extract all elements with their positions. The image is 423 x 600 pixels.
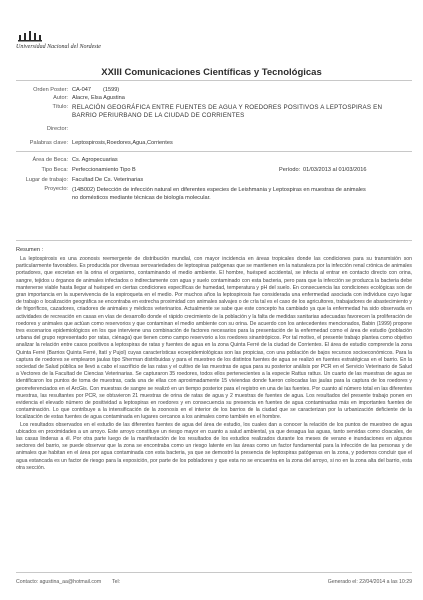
periodo-value: 01/03/2013 al 01/03/2016 bbox=[303, 167, 367, 173]
orden-label: Orden Poster: bbox=[33, 87, 68, 93]
orden-value: CA-047 bbox=[72, 87, 91, 93]
titulo-label: Título: bbox=[52, 104, 68, 110]
contact-email: Contacto: agustina_aa@hotmail.com bbox=[16, 579, 102, 585]
proyecto-value: (14B002) Detección de infección natural en diferentes especies de Leishmania y Leptospiras en muestras de animales no domésticos mediante técnicas de biología molecular. bbox=[72, 187, 366, 201]
resumen-label: Resumen : bbox=[16, 247, 44, 253]
divider bbox=[16, 151, 412, 152]
autor-label: Autor: bbox=[53, 95, 68, 101]
resumen-paragraph: Los resultados observados en el estudio de las diferentes fuentes de agua del área de estudio, los cuales dan a conocer la relación de los puntos de muestreo de agua ubicados en proximidades a un arroyo. Este arroyo constituye un riesgo mayor en cuanto a salud ambiental, ya que desagua las aguas, tanto servidas como cloacales, de las casas linderas a él. Por otra parte luego de la manifestación de los resultados de los estudios realizados durante los meses de verano e inundaciones en algunos sectores del barrio, se puede observar que la zona se encontraba como un riesgo latente en las áreas como un factor fundamental para la infección de las personas y de animales que habitan en el área por agua contaminada con esta bacteria, ya que se demostró la presencia de leptospiras patógenas en la zona, y podemos concluir que el agua estancada es un factor de riesgo para la exposición, por parte de los pobladores y que esta no se encuentra en la zona del arroyo, si no en la zona alta del barrio, esta otra sección. bbox=[16, 421, 412, 471]
area-value: Cs. Agropecuarias bbox=[72, 157, 118, 163]
area-label: Área de Beca: bbox=[32, 157, 68, 163]
palabras-label: Palabras clave: bbox=[29, 140, 68, 146]
orden-id: (1599) bbox=[103, 87, 120, 93]
proyecto-row bbox=[0, 186, 423, 206]
director-label: Director: bbox=[46, 126, 68, 132]
lugar-label: Lugar de trabajo: bbox=[25, 177, 68, 183]
palabras-value: Leptospirosis,Roedores,Agua,Corrientes bbox=[72, 140, 173, 146]
divider bbox=[16, 80, 412, 81]
titulo-value: RELACIÓN GEOGRÁFICA ENTRE FUENTES DE AGUA Y ROEDORES POSITIVOS A LEPTOSPIRAS EN BARRIO PERIURBANO DE LA CIUDAD DE CORRIENTES bbox=[72, 104, 383, 119]
lugar-value: Facultad De Cs. Veterinarias bbox=[72, 177, 144, 183]
generated-date: Generado el: 22/04/2014 a las 10:29 bbox=[327, 579, 412, 585]
university-name: Universidad Nacional del Nordeste bbox=[16, 44, 101, 50]
tipo-value: Perfeccionamiento Tipo B bbox=[72, 167, 136, 173]
periodo-label: Período: bbox=[279, 167, 301, 173]
event-title: XXIII Comunicaciones Científicas y Tecnológicas bbox=[101, 67, 322, 78]
proyecto-label: Proyecto: bbox=[44, 186, 68, 192]
resumen-body bbox=[16, 256, 412, 556]
titulo-row bbox=[0, 104, 423, 128]
university-logo bbox=[16, 30, 101, 58]
tipo-label: Tipo Beca: bbox=[41, 167, 68, 173]
resumen-paragraph: La leptospirosis es una zoonosis reemergente de distribución mundial, con mayor incidencia en áreas tropicales donde las condiciones para su transmisión son particularmente favorables. Es producida por diversas serovariedades de leptospiras patógenas que se mantienen en la naturaleza por la infección renal crónica de animales portadores, que excretan en la orina el organismo, contaminando el medio ambiente. El hombre, huésped accidental, se infecta al entrar en contacto directo con orina, sangre, tejidos u órganos de animales infectados o indirectamente con agua y suelo contaminado con esta bacteria, pero para que la infección se produzca la bacteria debe mantenerse viable hasta llegar al huésped en ciertas condiciones específicas de humedad, temperatura y pH del suelo. En consecuencia las condiciones ecológicas son de gran importancia en la supervivencia de la espiroqueta en el medio. Por muchos años la leptospirosis fue considerada una enfermedad asociada con individuos cuyo lugar de trabajo o localización geográfica se encontraba en estrecha proximidad con animales salvajes o de cría tal es el caso de los agricultores, trabajadores de abastecimiento y de frigoríficos, cazadores, criadores de animales y médicos veterinarios. Actualmente se sabe que este concepto ha cambiado ya que la enfermedad ha sido observada en actividades de recreación en casas en vías de desarrollo donde el rápido crecimiento de la población y la falta de medidas sanitarias adecuadas favorecen la proliferación de roedores y animales que actúan como reservorios y que contaminan el medio ambiente con su orina. De acuerdo con los antecedentes mencionados, Babin (1999) propone tres escenarios epidemiológicos en los que interviene una combinación de factores necesarios para la presentación de la enfermedad como el área de estudio (población urbana del grupo representado por ratas, ciénaga) que tienen como campo reservorio a los roedores sinantrópicos. Por tal motivo, el presente trabajo plantea como objetivo analizar la relación entre casos positivos a leptospiras de ratas y fuentes de agua en la zona Quinta Ferré de la ciudad de Corrientes. El área de estudio comprende la zona Quinta Ferré (Barrios Quinta Ferré, Itatí y Pujol) cuyas características ecoepidemiológicas son las propicias, con una población de bajos recursos socioeconómicos. Para la captura de roedores se emplearon jaulas tipo Sherman distribuidas y para el muestreo de los distintos fuentes de agua se realizó en fuentes estratégicas en el barrio. En la sociedad de Salud pública se llevó a cabo el sacrificio de las ratas y el cultivo de las muestras de agua para su posterior análisis por PCR en el Servicio Veterinario de Salud a Vectores de la Facultad de Ciencias Veterinarias. Se capturaron 35 roedores, todos ellos pertenecientes a la especie Rattus rattus. Un cuarto de las muestras de agua se identificaron los puntos de toma de muestras, cada una de ellas con aproximadamente 15 viviendas donde fueron colocadas las jaulas para la captura de los roedores y georreferenciados en el ArcGis. Con muestras de sangre se realizó en un tiempo posterior para el registro en una de las fuentes. Por cuanto al número total en las diferentes muestras, las resultantes por PCR, se obtuvieron 21 muestras de orina de ratas de agua y 2 muestras de fuentes de agua. Los resultados del presente trabajo ponen en evidencia el elevado número de positividad a leptospiras en roedores y en consecuencia su presencia en fuentes de agua contaminadas más en importantes fuentes de contaminación. Lo que contribuye a la intensificación de la zoonosis en el interior de los barrios de la ciudad que se caracterizan por la urbanización deficiente de la localización de estas fuentes de agua contaminada en lugares cercanos a los animales como también en el hombre. bbox=[16, 256, 412, 421]
divider bbox=[16, 572, 412, 573]
contact-tel: Tel: bbox=[112, 579, 121, 585]
autor-value: Alacre, Elsa Agustina bbox=[72, 95, 125, 101]
divider bbox=[16, 240, 412, 241]
